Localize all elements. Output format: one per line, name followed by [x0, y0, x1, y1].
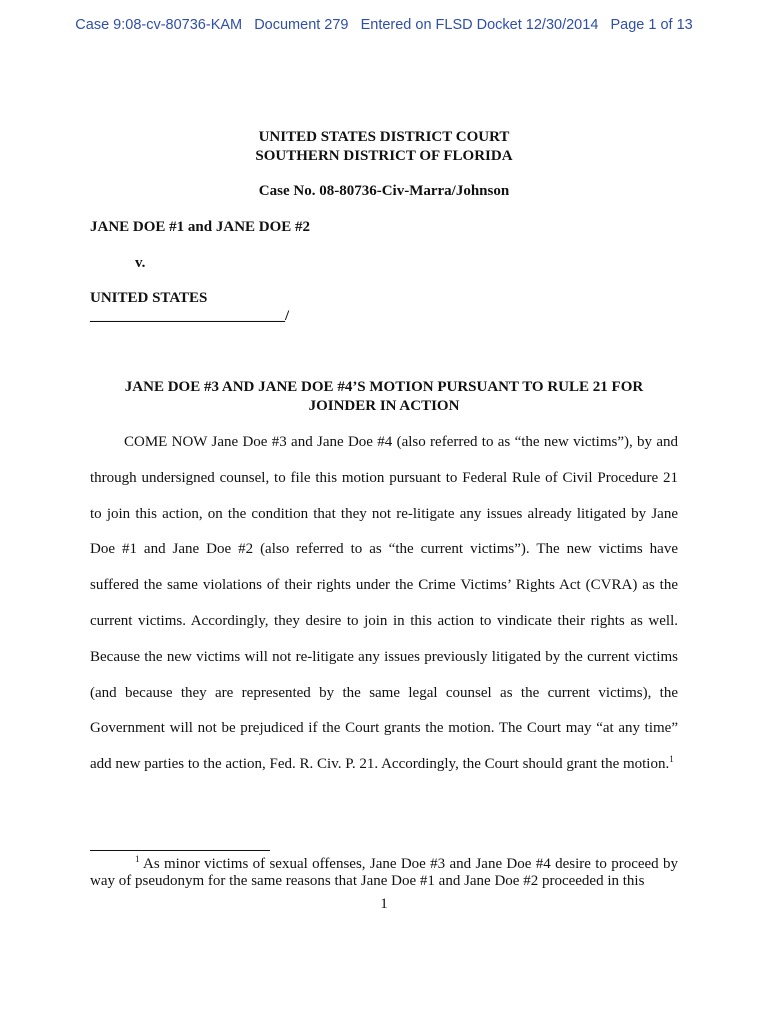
court-heading	[0, 128, 768, 166]
docket-header: Case 9:08-cv-80736-KAM Document 279 Entered on FLSD Docket 12/30/2014 Page 1 of 13	[75, 17, 693, 33]
caption-versus: v.	[135, 255, 146, 271]
caption-defendant: UNITED STATES	[90, 290, 208, 306]
motion-title-line-2: JOINDER IN ACTION	[308, 398, 460, 414]
footnote	[90, 856, 678, 890]
body-paragraph	[90, 425, 678, 783]
footnote-text: As minor victims of sexual offenses, Jane Doe #3 and Jane Doe #4 desire to proceed by way of pseudonym for the same reasons that Jane Doe #1 and Jane Doe #2 proceeded in this	[90, 856, 678, 889]
motion-title-line-1: JANE DOE #3 AND JANE DOE #4’S MOTION PURSUANT TO RULE 21 FOR	[124, 379, 644, 395]
footnote-reference: 1	[669, 754, 674, 765]
footnote-divider	[90, 850, 270, 851]
caption-plaintiffs: JANE DOE #1 and JANE DOE #2	[90, 219, 311, 235]
court-district: SOUTHERN DISTRICT OF FLORIDA	[255, 148, 513, 164]
footnote-marker: 1	[135, 854, 140, 864]
motion-title	[0, 378, 768, 416]
body-paragraph-text: COME NOW Jane Doe #3 and Jane Doe #4 (also referred to as “the new victims”), by and through undersigned counsel, to file this motion pursuant to Federal Rule of Civil Procedure 21 to join this action, on the condition that they not re-litigate any issues already litigated by Jane Doe #1 and Jane Doe #2 (also referred to as “the current victims”). The new victims have suffered the same violations of their rights under the Crime Victims’ Rights Act (CVRA) as the current victims. Accordingly, they desire to join in this action to vindicate their rights as well. Because the new victims will not re-litigate any issues previously litigated by the current victims (and because they are represented by the same legal counsel as the current victims), the Government will not be prejudiced if the Court grants the motion. The Court may “at any time” add new parties to the action, Fed. R. Civ. P. 21. Accordingly, the Court should grant the motion.	[90, 434, 678, 773]
court-name: UNITED STATES DISTRICT COURT	[258, 129, 510, 145]
caption-closing-line: __________________________/	[90, 308, 290, 324]
case-number: Case No. 08-80736-Civ-Marra/Johnson	[258, 183, 510, 199]
page-number: 1	[380, 896, 388, 912]
